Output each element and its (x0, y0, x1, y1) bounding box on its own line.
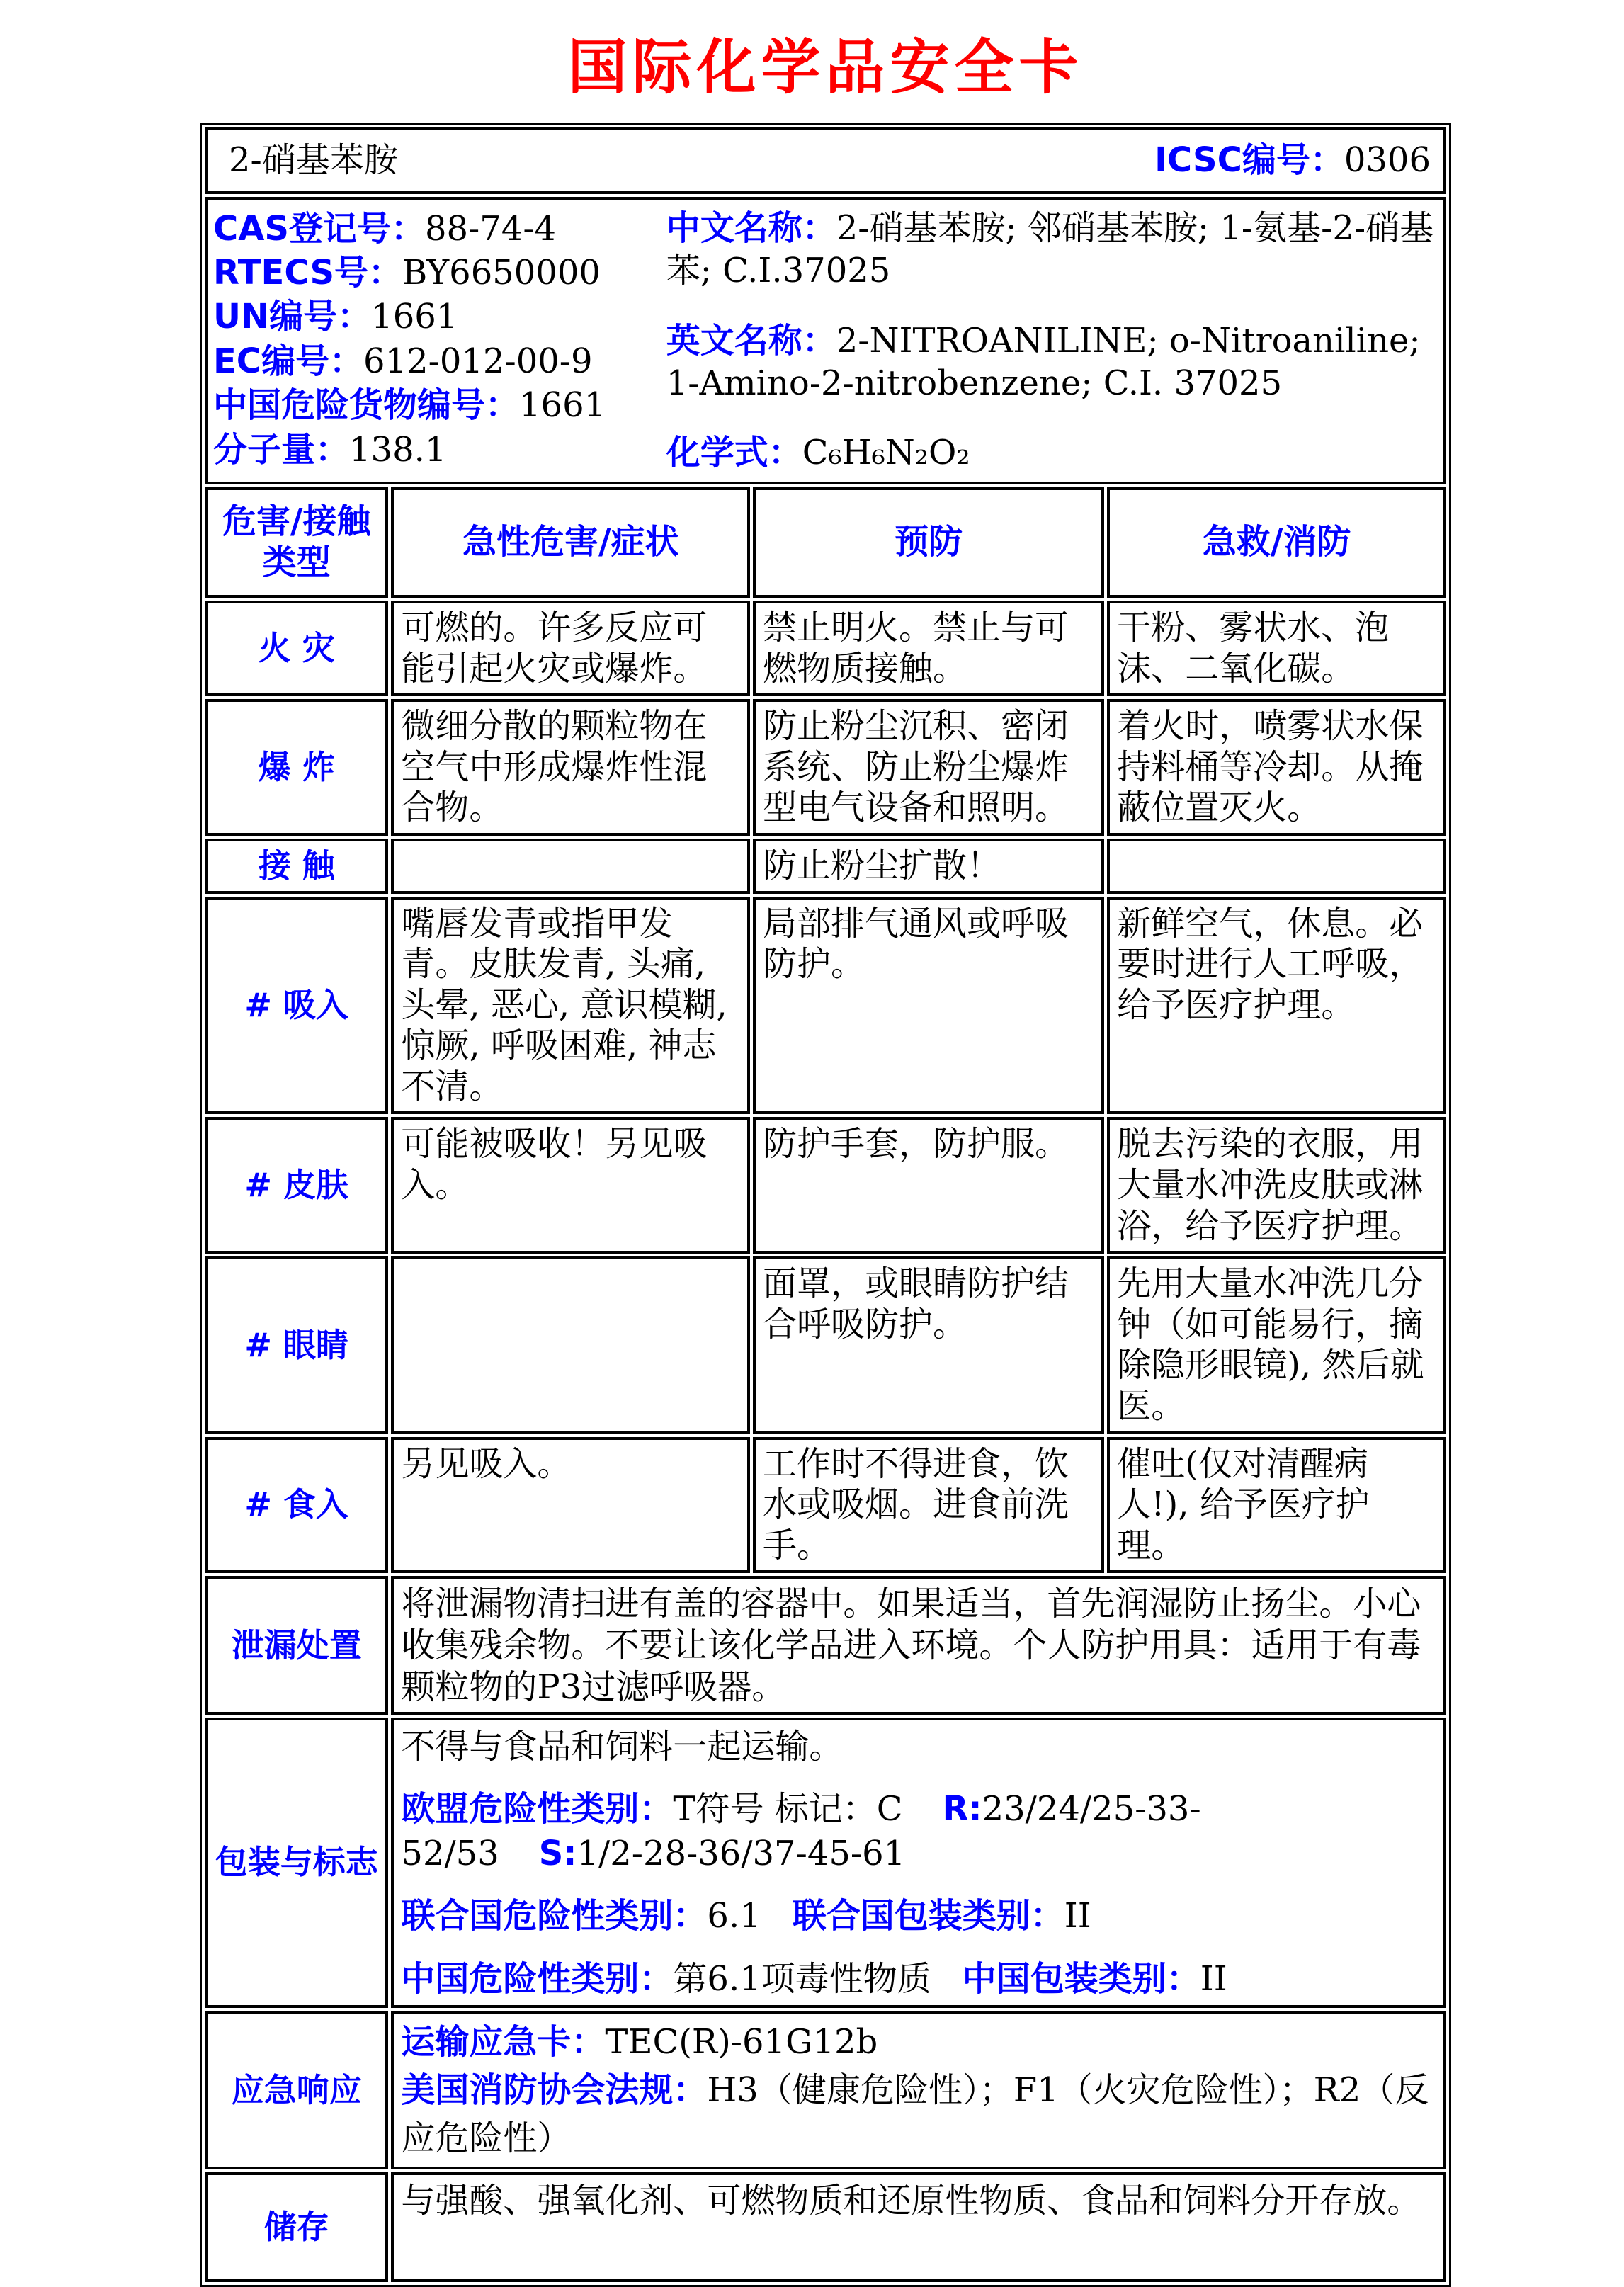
prevention-cell: 防止粉尘沉积、密闭系统、防止粉尘爆炸型电气设备和照明。 (753, 699, 1104, 836)
firstaid-cell: 新鲜空气，休息。必要时进行人工呼吸，给予医疗护理。 (1107, 897, 1446, 1115)
hazard-type: # 眼睛 (205, 1256, 388, 1434)
hazard-type: # 皮肤 (205, 1117, 388, 1254)
symptoms-cell (391, 839, 750, 894)
icsc-number (1154, 140, 1431, 181)
header-prevention: 预防 (753, 487, 1104, 598)
chemical-formula: 化学式：C₆H₆N₂O₂ (666, 433, 970, 473)
storage-row (205, 2172, 1446, 2282)
symptoms-cell: 嘴唇发青或指甲发青。皮肤发青, 头痛, 头晕, 恶心, 意识模糊, 惊厥, 呼吸困难, 神志不清。 (391, 897, 750, 1115)
spill-text: 将泄漏物清扫进有盖的容器中。如果适当，首先润湿防止扬尘。小心收集残余物。不要让该化学品进入环境。个人防护用具：适用于有毒颗粒物的P3过滤呼吸器。 (391, 1576, 1446, 1715)
chinese-name: 中文名称：2-硝基苯胺; 邻硝基苯胺; 1-氨基-2-硝基苯; C.I.37025 (666, 208, 1434, 291)
ec-number: EC编号：612-012-00-9 (213, 341, 593, 381)
molecular-weight: 分子量：138.1 (213, 429, 447, 470)
packaging-cell (391, 1718, 1446, 2008)
nfpa-code: 美国消防协会法规：H3（健康危险性）；F1（火灾危险性）；R2（反应危险性） (401, 2070, 1429, 2159)
english-name: 英文名称：2-NITROANILINE; o-Nitroaniline; 1-Amino-2-nitrobenzene; C.I. 37025 (666, 320, 1421, 403)
china-dg-number: 中国危险货物编号：1661 (213, 385, 606, 426)
page-title: 国际化学品安全卡 (567, 32, 1084, 102)
identity-flex (213, 207, 1438, 475)
symptoms-cell (391, 1256, 750, 1434)
name-flex (229, 140, 1431, 181)
hazard-row-fire (205, 601, 1446, 696)
hazard-row-explosion (205, 699, 1446, 836)
packaging-row (205, 1718, 1446, 2008)
firstaid-cell: 着火时，喷雾状水保持料桶等冷却。从掩蔽位置灭火。 (1107, 699, 1446, 836)
cas-number: CAS登记号：88-74-4 (213, 208, 557, 249)
icsc-number-value: 0306 (1344, 140, 1431, 180)
china-classification: 中国危险性类别：第6.1项毒性物质 中国包装类别：II (401, 1958, 1227, 1999)
chemical-name: 2-硝基苯胺 (229, 140, 398, 180)
header-symptoms: 急性危害/症状 (391, 487, 750, 598)
prevention-cell: 工作时不得进食，饮水或吸烟。进食前洗手。 (753, 1437, 1104, 1574)
hazard-row-inhalation (205, 897, 1446, 1115)
hazard-type: # 吸入 (205, 897, 388, 1115)
firstaid-cell (1107, 839, 1446, 894)
identity-cell (205, 197, 1446, 484)
prevention-cell: 禁止明火。禁止与可燃物质接触。 (753, 601, 1104, 696)
symptoms-cell: 微细分散的颗粒物在空气中形成爆炸性混合物。 (391, 699, 750, 836)
chemical-name-cell (205, 127, 1446, 194)
packaging-transport: 不得与食品和饲料一起运输。 (401, 1727, 844, 1767)
firstaid-cell: 脱去污染的衣服，用大量水冲洗皮肤或淋浴，给予医疗护理。 (1107, 1117, 1446, 1254)
header-firstaid: 急救/消防 (1107, 487, 1446, 598)
packaging-label: 包装与标志 (205, 1718, 388, 2008)
transport-emergency-card: 运输应急卡：TEC(R)-61G12b (401, 2022, 878, 2062)
identity-row (205, 197, 1446, 484)
un-classification: 联合国危险性类别：6.1 联合国包装类别：II (401, 1896, 1091, 1936)
storage-label: 储存 (205, 2172, 388, 2282)
hazard-type: 爆 炸 (205, 699, 388, 836)
prevention-cell: 局部排气通风或呼吸防护。 (753, 897, 1104, 1115)
firstaid-cell: 干粉、雾状水、泡沫、二氧化碳。 (1107, 601, 1446, 696)
prevention-cell: 面罩，或眼睛防护结合呼吸防护。 (753, 1256, 1104, 1434)
rtecs-number: RTECS号：BY6650000 (213, 252, 601, 293)
hazard-row-ingestion (205, 1437, 1446, 1574)
symptoms-cell: 可燃的。许多反应可能引起火灾或爆炸。 (391, 601, 750, 696)
hazard-type: 接 触 (205, 839, 388, 894)
firstaid-cell: 先用大量水冲洗几分钟（如可能易行，摘除隐形眼镜), 然后就医。 (1107, 1256, 1446, 1434)
hazard-row-exposure (205, 839, 1446, 894)
icsc-card-table (200, 123, 1451, 2287)
hazard-type: 火 灾 (205, 601, 388, 696)
prevention-cell: 防护手套，防护服。 (753, 1117, 1104, 1254)
un-number: UN编号：1661 (213, 297, 458, 337)
hazard-row-eyes (205, 1256, 1446, 1434)
hazard-type: # 食入 (205, 1437, 388, 1574)
chemical-names (666, 207, 1438, 475)
emergency-label: 应急响应 (205, 2011, 388, 2169)
hazard-table-header (205, 487, 1446, 598)
icsc-number-label: ICSC编号： (1154, 140, 1344, 180)
eu-classification: 欧盟危险性类别：T符号 标记：C R:23/24/25-33-52/53 S:1/2-28-36/37-45-61 (401, 1789, 1201, 1873)
firstaid-cell: 催吐(仅对清醒病人!), 给予医疗护理。 (1107, 1437, 1446, 1574)
emergency-row (205, 2011, 1446, 2169)
registry-numbers (213, 207, 666, 475)
prevention-cell: 防止粉尘扩散！ (753, 839, 1104, 894)
storage-text: 与强酸、强氧化剂、可燃物质和还原性物质、食品和饲料分开存放。 (391, 2172, 1446, 2282)
emergency-cell (391, 2011, 1446, 2169)
symptoms-cell: 另见吸入。 (391, 1437, 750, 1574)
hazard-row-skin (205, 1117, 1446, 1254)
chemical-name-row (205, 127, 1446, 194)
spill-label: 泄漏处置 (205, 1576, 388, 1715)
symptoms-cell: 可能被吸收！另见吸入。 (391, 1117, 750, 1254)
icsc-card-page (200, 0, 1451, 2287)
spill-row (205, 1576, 1446, 1715)
header-hazard-type: 危害/接触类型 (205, 487, 388, 598)
